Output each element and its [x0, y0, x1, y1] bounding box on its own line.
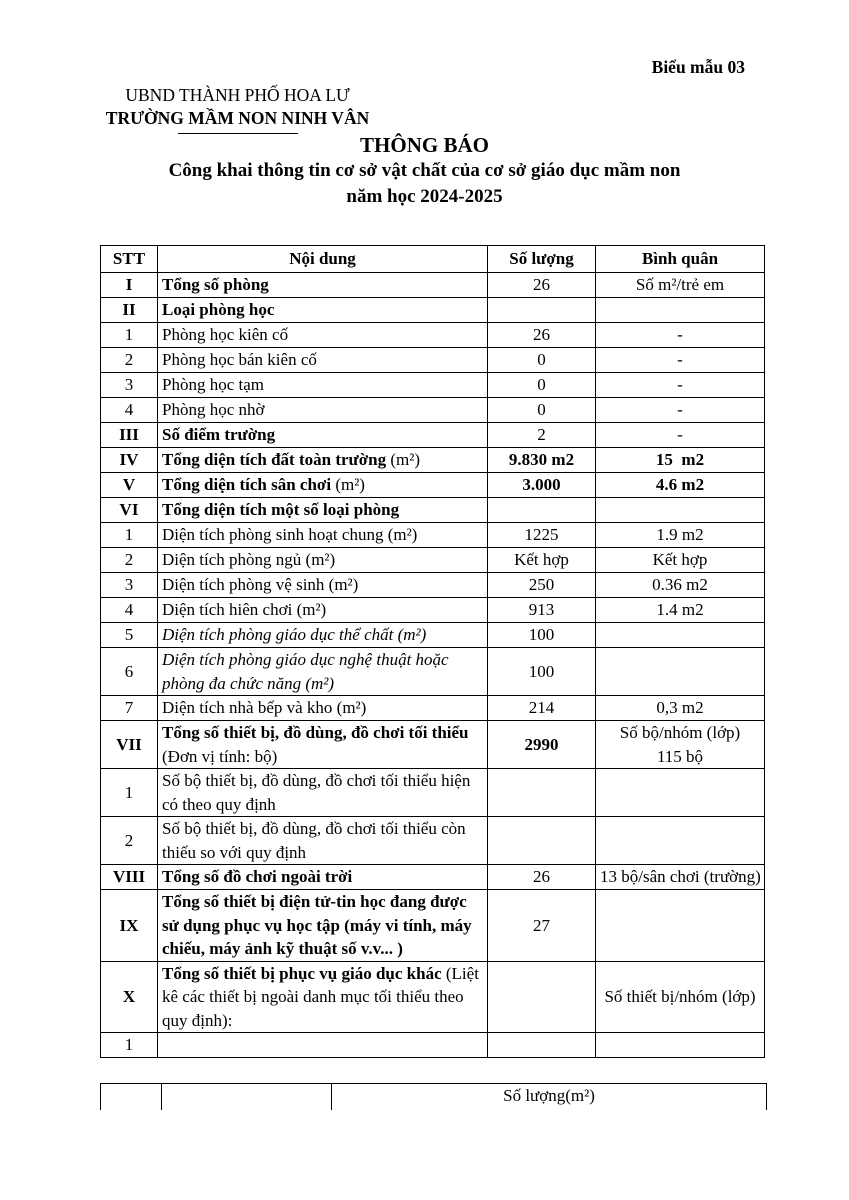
cell-quantity	[488, 961, 596, 1033]
cell-stt: IV	[101, 448, 158, 473]
cell-content	[158, 961, 488, 1033]
table-row	[101, 598, 765, 623]
cell-average	[596, 961, 765, 1033]
cell-content	[158, 473, 488, 498]
table-row	[101, 961, 765, 1033]
average-line: 0.36 m2	[652, 575, 708, 595]
doc-subtitle-line1: Công khai thông tin cơ sở vật chất của cơ sở giáo dục mầm non	[168, 160, 681, 181]
cell-stt: 6	[101, 648, 158, 696]
content-text: Diện tích phòng vệ sinh (m²)	[162, 575, 359, 595]
table-row	[101, 298, 765, 323]
table-row	[101, 523, 765, 548]
cell-quantity: 3.000	[488, 473, 596, 498]
average-line: -	[677, 400, 683, 420]
content-text: Tổng số thiết bị phục vụ giáo dục khác	[162, 963, 442, 983]
cell-average	[596, 348, 765, 373]
cell-average	[596, 1033, 765, 1058]
doc-title: THÔNG BÁO	[360, 133, 489, 157]
content-text: Phòng học bán kiên cố	[162, 350, 317, 370]
table-row	[101, 548, 765, 573]
cell-content	[158, 398, 488, 423]
table-row	[101, 373, 765, 398]
cell-average	[596, 498, 765, 523]
cell-stt: VIII	[101, 865, 158, 890]
content-text: Tổng diện tích sân chơi	[162, 475, 332, 495]
cell-stt: 2	[101, 348, 158, 373]
cell-stt: 1	[101, 523, 158, 548]
cell-average	[596, 648, 765, 696]
cell-average	[596, 623, 765, 648]
cell-quantity: 250	[488, 573, 596, 598]
cell-quantity	[488, 769, 596, 817]
content-text: Tổng số đồ chơi ngoài trời	[162, 867, 353, 887]
cell-content	[158, 696, 488, 721]
content-text: (Đơn vị tính: bộ)	[162, 746, 278, 766]
cell-stt: VI	[101, 498, 158, 523]
cell-stt: 1	[101, 1033, 158, 1058]
cell-stt: 7	[101, 696, 158, 721]
cell-quantity	[488, 817, 596, 865]
cell-stt: VII	[101, 721, 158, 769]
table-row	[101, 648, 765, 696]
average-line: 0,3 m2	[656, 698, 704, 718]
average-line: 15 m2	[655, 450, 705, 470]
cell-content	[158, 448, 488, 473]
table-row	[101, 623, 765, 648]
cell-quantity: 2990	[488, 721, 596, 769]
content-text: Diện tích hiên chơi (m²)	[162, 600, 327, 620]
content-text: (Liệt kê các thiết bị ngoài danh mục tối thiểu theo quy định):	[162, 963, 479, 1030]
table-header-row	[101, 246, 765, 273]
average-line: Số bộ/nhóm (lớp)	[619, 723, 741, 742]
content-text: Phòng học nhờ	[162, 400, 265, 420]
cell-quantity: 913	[488, 598, 596, 623]
content-text: Số bộ thiết bị, đồ dùng, đồ chơi tối thiểu hiện có theo quy định	[162, 771, 471, 814]
cell-average	[596, 721, 765, 769]
cell-quantity: 27	[488, 890, 596, 962]
cell-average	[596, 398, 765, 423]
content-text: Tổng số thiết bị điện tử-tin học đang được sử dụng phục vụ học tập (máy vi tính, máy chiếu, máy ảnh kỹ thuật số v.v... )	[162, 892, 472, 958]
cell-average	[596, 696, 765, 721]
cell-average	[596, 769, 765, 817]
cell-content	[158, 598, 488, 623]
content-text: (m²)	[386, 450, 421, 470]
table-row	[101, 721, 765, 769]
average-line: -	[677, 375, 683, 395]
t2-cell-stt	[100, 1084, 161, 1110]
table-row	[101, 573, 765, 598]
cell-average	[596, 448, 765, 473]
cell-quantity	[488, 298, 596, 323]
cell-stt: 3	[101, 573, 158, 598]
cell-content	[158, 523, 488, 548]
average-line: -	[677, 425, 683, 445]
cell-stt: II	[101, 298, 158, 323]
cell-stt: 4	[101, 398, 158, 423]
cell-content	[158, 817, 488, 865]
col-header-content: Nội dung	[158, 246, 488, 273]
org-block	[60, 84, 415, 134]
cell-average	[596, 598, 765, 623]
cell-content	[158, 573, 488, 598]
cell-content	[158, 548, 488, 573]
table-row	[101, 348, 765, 373]
cell-content	[158, 865, 488, 890]
average-line: 115 bộ	[656, 746, 704, 766]
next-table-fragment	[100, 1083, 767, 1110]
cell-content	[158, 373, 488, 398]
content-text: Tổng diện tích đất toàn trường	[162, 450, 387, 470]
doc-subtitle-line2: năm học 2024-2025	[346, 185, 503, 207]
cell-average	[596, 373, 765, 398]
cell-average	[596, 817, 765, 865]
cell-average	[596, 323, 765, 348]
cell-quantity: 100	[488, 623, 596, 648]
cell-content	[158, 423, 488, 448]
cell-average	[596, 473, 765, 498]
cell-quantity: 0	[488, 348, 596, 373]
cell-quantity: 2	[488, 423, 596, 448]
title-block	[0, 132, 849, 209]
table-row	[101, 273, 765, 298]
table-row	[101, 769, 765, 817]
table-row	[101, 423, 765, 448]
cell-quantity	[488, 498, 596, 523]
content-text: Loại phòng học	[162, 300, 275, 320]
content-text: Tổng số thiết bị, đồ dùng, đồ chơi tối thiểu	[162, 723, 469, 742]
cell-content	[158, 498, 488, 523]
table-row	[101, 398, 765, 423]
table-row	[101, 696, 765, 721]
average-line: Kết hợp	[652, 550, 708, 570]
cell-average	[596, 573, 765, 598]
table-row	[101, 473, 765, 498]
content-text: Phòng học tạm	[162, 375, 264, 395]
cell-stt: 1	[101, 769, 158, 817]
col-header-average: Bình quân	[596, 246, 765, 273]
table-row	[101, 817, 765, 865]
average-line: Số thiết bị/nhóm (lớp)	[604, 987, 756, 1006]
cell-quantity: 1225	[488, 523, 596, 548]
org-school-name: TRƯỜNG MẦM NON NINH VÂN	[105, 108, 370, 128]
cell-quantity: 0	[488, 373, 596, 398]
cell-content	[158, 1033, 488, 1058]
cell-stt: V	[101, 473, 158, 498]
cell-average	[596, 423, 765, 448]
cell-quantity: 26	[488, 865, 596, 890]
table-row	[101, 448, 765, 473]
cell-quantity: 9.830 m2	[488, 448, 596, 473]
content-text: (m²)	[331, 475, 365, 495]
table-row	[101, 323, 765, 348]
cell-content	[158, 298, 488, 323]
cell-stt: IX	[101, 890, 158, 962]
cell-stt: 5	[101, 623, 158, 648]
content-text: Phòng học kiên cố	[162, 325, 289, 345]
cell-average	[596, 890, 765, 962]
cell-content	[158, 721, 488, 769]
content-text: Số bộ thiết bị, đồ dùng, đồ chơi tối thiểu còn thiếu so với quy định	[162, 819, 466, 862]
cell-quantity: 0	[488, 398, 596, 423]
cell-average	[596, 548, 765, 573]
table-row	[101, 865, 765, 890]
table-row	[101, 1033, 765, 1058]
average-line: 4.6 m2	[655, 475, 705, 495]
cell-stt: 2	[101, 817, 158, 865]
cell-average	[596, 273, 765, 298]
content-text: Số điểm trường	[162, 425, 276, 445]
average-line: -	[677, 350, 683, 370]
cell-content	[158, 648, 488, 696]
cell-quantity: 100	[488, 648, 596, 696]
table-row	[101, 498, 765, 523]
content-text: Tổng số phòng	[162, 275, 269, 295]
cell-stt: 2	[101, 548, 158, 573]
t2-cell-quantity-header: Số lượng(m²)	[331, 1084, 767, 1110]
form-number-label: Biểu mẫu 03	[651, 57, 745, 77]
content-text: Diện tích phòng sinh hoạt chung (m²)	[162, 525, 418, 545]
average-line: 1.9 m2	[656, 525, 704, 545]
cell-quantity	[488, 1033, 596, 1058]
col-header-stt: STT	[101, 246, 158, 273]
cell-stt: 1	[101, 323, 158, 348]
cell-content	[158, 348, 488, 373]
cell-stt: III	[101, 423, 158, 448]
cell-quantity: 26	[488, 323, 596, 348]
average-line: 13 bộ/sân chơi (trường)	[600, 867, 761, 887]
cell-quantity: 26	[488, 273, 596, 298]
average-line: Số m²/trẻ em	[635, 275, 725, 295]
cell-content	[158, 623, 488, 648]
org-parent-name: UBND THÀNH PHỐ HOA LƯ	[125, 85, 350, 105]
facilities-table	[100, 245, 765, 1058]
t2-cell-content	[161, 1084, 331, 1110]
table-row	[101, 890, 765, 962]
content-text: Diện tích phòng ngủ (m²)	[162, 550, 336, 570]
cell-stt: 3	[101, 373, 158, 398]
cell-quantity: 214	[488, 696, 596, 721]
cell-average	[596, 298, 765, 323]
cell-average	[596, 523, 765, 548]
cell-content	[158, 890, 488, 962]
content-text: Diện tích nhà bếp và kho (m²)	[162, 698, 367, 718]
cell-content	[158, 323, 488, 348]
content-text: Diện tích phòng giáo dục nghệ thuật hoặc phòng đa chức năng (m²)	[162, 650, 449, 693]
cell-content	[158, 273, 488, 298]
average-line: -	[677, 325, 683, 345]
cell-stt: X	[101, 961, 158, 1033]
cell-stt: I	[101, 273, 158, 298]
content-text: Diện tích phòng giáo dục thể chất (m²)	[162, 625, 427, 645]
cell-average	[596, 865, 765, 890]
col-header-quantity: Số lượng	[488, 246, 596, 273]
content-text: Tổng diện tích một số loại phòng	[162, 500, 400, 520]
cell-quantity: Kết hợp	[488, 548, 596, 573]
average-line: 1.4 m2	[656, 600, 704, 620]
cell-stt: 4	[101, 598, 158, 623]
cell-content	[158, 769, 488, 817]
